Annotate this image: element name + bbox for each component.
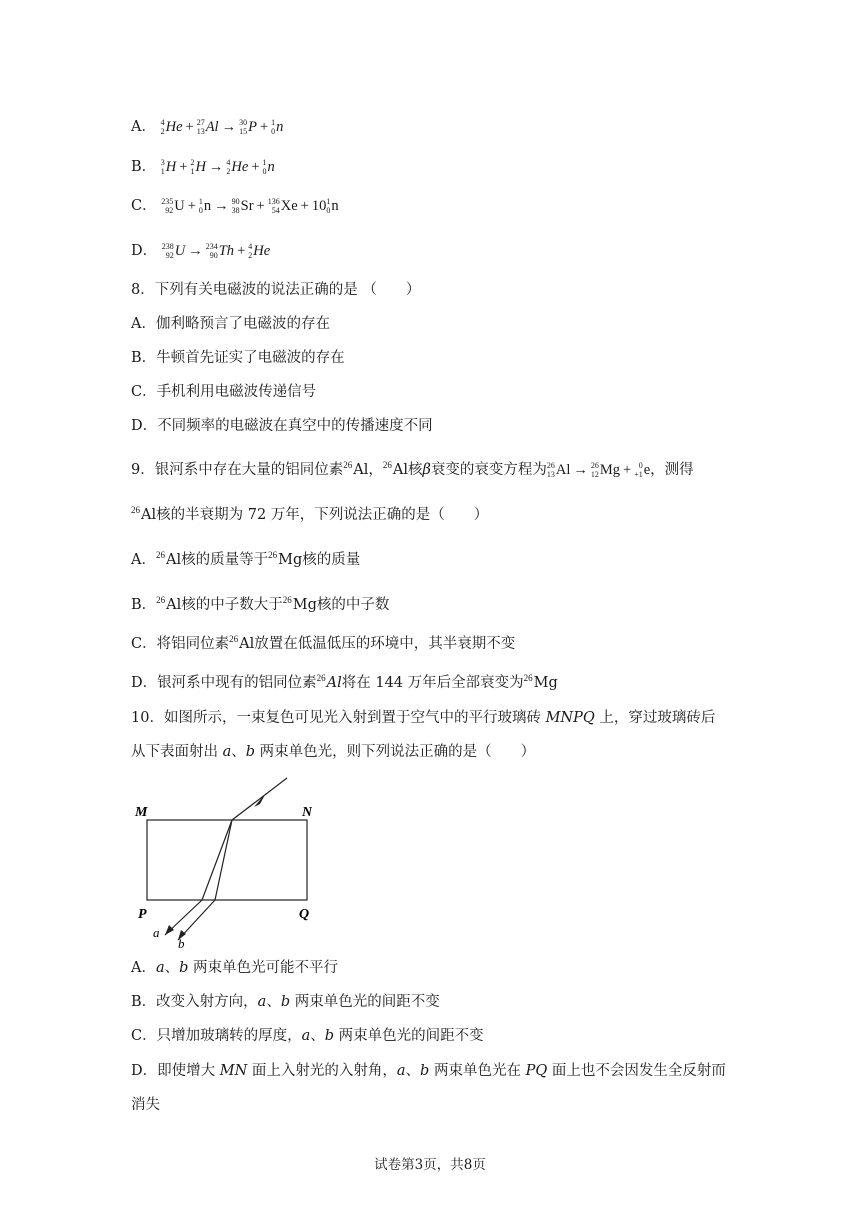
nuclide: 2 1 H (190, 158, 206, 176)
nuclide: 238 92 U (161, 242, 186, 260)
option-label: D． (131, 243, 158, 259)
nuclide: 0 +1 e (634, 461, 651, 479)
incident-ray (232, 778, 287, 820)
q10-option-c: C．只增加玻璃转的厚度，a、b 两束单色光的间距不变 (131, 1028, 484, 1044)
page-footer: 试卷第3页，共8页 (374, 1157, 486, 1173)
q9-option-d: D．银河系中现有的铝同位素$^{26}$Al将在 144 万年后全部衰变为$^{26}$Mg (131, 673, 558, 691)
label-m: M (135, 805, 148, 820)
coefficient: 10 (311, 198, 327, 214)
q7-option-d: D． 238 92 U → 234 90 Th + 4 2 He (131, 242, 271, 260)
q7-option-a: A． 4 2 He + 27 13 Al → 30 15 P + 1 0 n (131, 118, 284, 136)
q10-stem-line2: 从下表面射出 a、b 两束单色光，则下列说法正确的是（ ） (131, 744, 536, 760)
q8-option-a: A．伽利略预言了电磁波的存在 (131, 316, 330, 332)
q10-option-d-continued: 消失 (131, 1097, 160, 1113)
option-label: B． (131, 159, 157, 175)
label-q: Q (299, 907, 310, 922)
nuclide: 3 1 H (160, 158, 177, 176)
q9-stem-line2: $^{26}$Al核的半衰期为 72 万年，下列说法正确的是（ ） (131, 505, 489, 523)
q7-option-c: C． 235 92 U + 1 0 n → 90 38 Sr + 136 54 Xe + 10 1 0 n (131, 197, 339, 215)
option-label: C． (131, 198, 157, 214)
q7-option-b: B． 3 1 H + 2 1 H → 4 2 He + 1 0 n (131, 158, 275, 176)
nuclide: 136 54 Xe (267, 197, 298, 215)
nuclide: 26 13 Al (546, 461, 571, 479)
q9-option-c: C．将铝同位素$^{26}$Al放置在低温低压的环境中，其半衰期不变 (131, 634, 516, 652)
label-n: N (302, 805, 312, 820)
nuclide: 30 15 P (239, 118, 257, 136)
nuclide: 1 0 n (198, 197, 212, 215)
q10-stem-line1: 10．如图所示，一束复色可见光入射到置于空气中的平行玻璃砖 MNPQ 上，穿过玻璃砖后 (131, 710, 716, 726)
q8-option-c: C．手机利用电磁波传递信号 (131, 384, 317, 400)
nuclide: 234 90 Th (205, 242, 235, 260)
option-label: A． (131, 119, 156, 135)
nuclide: 4 2 He (160, 118, 183, 136)
q10-option-d: D．即使增大 MN 面上入射光的入射角，a、b 两束单色光在 PQ 面上也不会因发生全反射而 (131, 1063, 726, 1079)
label-p: P (138, 907, 147, 922)
nuclide: 1 0 n (326, 197, 339, 215)
q10-option-b: B．改变入射方向，a、b 两束单色光的间距不变 (131, 994, 440, 1010)
nuclide: 1 0 n (271, 118, 284, 136)
q8-option-b: B．牛顿首先证实了电磁波的存在 (131, 350, 345, 366)
nuclide: 4 2 He (248, 242, 271, 260)
q10-option-a: A．a、b 两束单色光可能不平行 (131, 960, 339, 976)
q9-option-a: A．$^{26}$Al核的质量等于$^{26}$Mg核的质量 (131, 550, 361, 568)
nuclide: 90 38 Sr (231, 197, 254, 215)
q9-option-b: B．$^{26}$Al核的中子数大于$^{26}$Mg核的中子数 (131, 595, 390, 613)
nuclide: 27 13 Al (196, 118, 219, 136)
beta-symbol: β (422, 462, 431, 478)
nuclide: 235 92 U (161, 197, 185, 215)
arrowhead-icon (165, 925, 174, 935)
q8-stem: 8．下列有关电磁波的说法正确的是 （ ） (131, 282, 421, 298)
label-a: a (153, 925, 160, 940)
nuclide: 1 0 n (262, 158, 275, 176)
glass-brick-figure (132, 770, 312, 950)
q8-option-d: D．不同频率的电磁波在真空中的传播速度不同 (131, 418, 433, 434)
nuclide: 4 2 He (226, 158, 249, 176)
q9-stem-line1: 9．银河系中存在大量的铝同位素$^{26}$Al，$^{26}$Al核β衰变的衰变方程为 26 13 Al → 26 12 Mg + 0 +1 e ，测得 (131, 460, 694, 479)
nuclide: 26 12 Mg (590, 461, 620, 479)
label-b: b (178, 936, 185, 950)
